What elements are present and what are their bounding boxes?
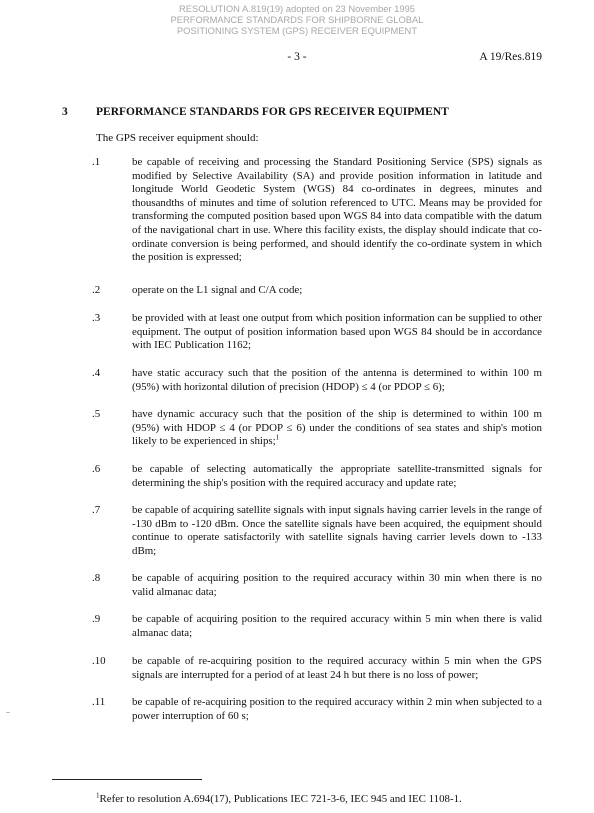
item-text: be capable of acquiring position to the required accuracy within 5 min when there is valid almanac data; xyxy=(132,613,542,639)
document-reference: A 19/Res.819 xyxy=(479,51,542,63)
item-number: .9 xyxy=(92,613,101,625)
item-number: .6 xyxy=(92,463,101,475)
footnote-reference: 1 xyxy=(275,433,280,442)
item-text: be capable of re-acquiring position to the required accuracy within 2 min when subjected to a power interruption of 60 s; xyxy=(132,696,542,722)
item-text: be provided with at least one output from which position information can be supplied to other equipment. The output of position information based upon WGS 84 should be in accordance with IEC Publication 1162; xyxy=(132,312,542,352)
footnote xyxy=(96,793,462,805)
item-text-with-footnote xyxy=(132,408,542,449)
footnote-divider xyxy=(52,779,202,780)
watermark xyxy=(0,3,594,36)
margin-mark xyxy=(6,712,10,713)
item-text: be capable of selecting automatically the appropriate satellite-transmitted signals for determining the ship's position with the required accuracy and update rate; xyxy=(132,463,542,489)
footnote-mark: 1 xyxy=(96,791,100,800)
item-number: .8 xyxy=(92,572,101,584)
footnote-text: Refer to resolution A.694(17), Publications IEC 721-3-6, IEC 945 and IEC 1108-1. xyxy=(99,793,462,805)
item-text: be capable of re-acquiring position to the required accuracy within 5 min when the GPS signals are interrupted for a period of at least 24 h but there is no loss of power; xyxy=(132,655,542,681)
item-text: have static accuracy such that the position of the antenna is determined to within 100 m (95%) with horizontal dilution of precision (HDOP) ≤ 4 (or PDOP ≤ 6); xyxy=(132,367,542,393)
page-number: - 3 - xyxy=(287,51,307,63)
item-text: operate on the L1 signal and C/A code; xyxy=(132,284,303,296)
item-number: .10 xyxy=(92,655,106,667)
intro-text: The GPS receiver equipment should: xyxy=(96,132,259,144)
watermark-line: POSITIONING SYSTEM (GPS) RECEIVER EQUIPMENT xyxy=(176,25,418,36)
item-number: .4 xyxy=(92,367,101,379)
watermark-line: RESOLUTION A.819(19) adopted on 23 November 1995 xyxy=(178,3,416,14)
section-number: 3 xyxy=(62,106,68,118)
item-number: .3 xyxy=(92,312,101,324)
item-text: be capable of receiving and processing the Standard Positioning Service (SPS) signals as modified by Selective Availability (SA) and provide position information in latitude and longitude World Geodetic System (WGS) 84 co-ordinates in degrees, minutes and thousandths of minutes and time of solution referenced to UTC. Means may be provided for transforming the computed position based upon WGS 84 into data compatible with the datum of the navigational chart in use. Where this facility exists, the display should indicate that co-ordinate conversion is being performed, and should identify the co-ordinate system in which the position is expressed; xyxy=(132,156,542,264)
item-text: be capable of acquiring satellite signals with input signals having carrier levels in the range of -130 dBm to -120 dBm. Once the satellite signals have been acquired, the equipment should continue to operate satisfactorily with satellite signals having carrier levels down to -133 dBm; xyxy=(132,504,542,557)
item-number: .2 xyxy=(92,284,101,296)
item-number: .11 xyxy=(92,696,106,708)
section-title: PERFORMANCE STANDARDS FOR GPS RECEIVER EQUIPMENT xyxy=(96,106,449,118)
item-number: .1 xyxy=(92,156,101,168)
item-text: have dynamic accuracy such that the position of the ship is determined to within 100 m (95%) with HDOP ≤ 4 (or PDOP ≤ 6) under the conditions of sea states and ship's motion likely to be experienced in ships; xyxy=(132,408,542,448)
item-number: .7 xyxy=(92,504,101,516)
watermark-line: PERFORMANCE STANDARDS FOR SHIPBORNE GLOBAL xyxy=(170,14,424,25)
item-number: .5 xyxy=(92,408,101,420)
item-text: be capable of acquiring position to the required accuracy within 30 min when there is no valid almanac data; xyxy=(132,572,542,598)
